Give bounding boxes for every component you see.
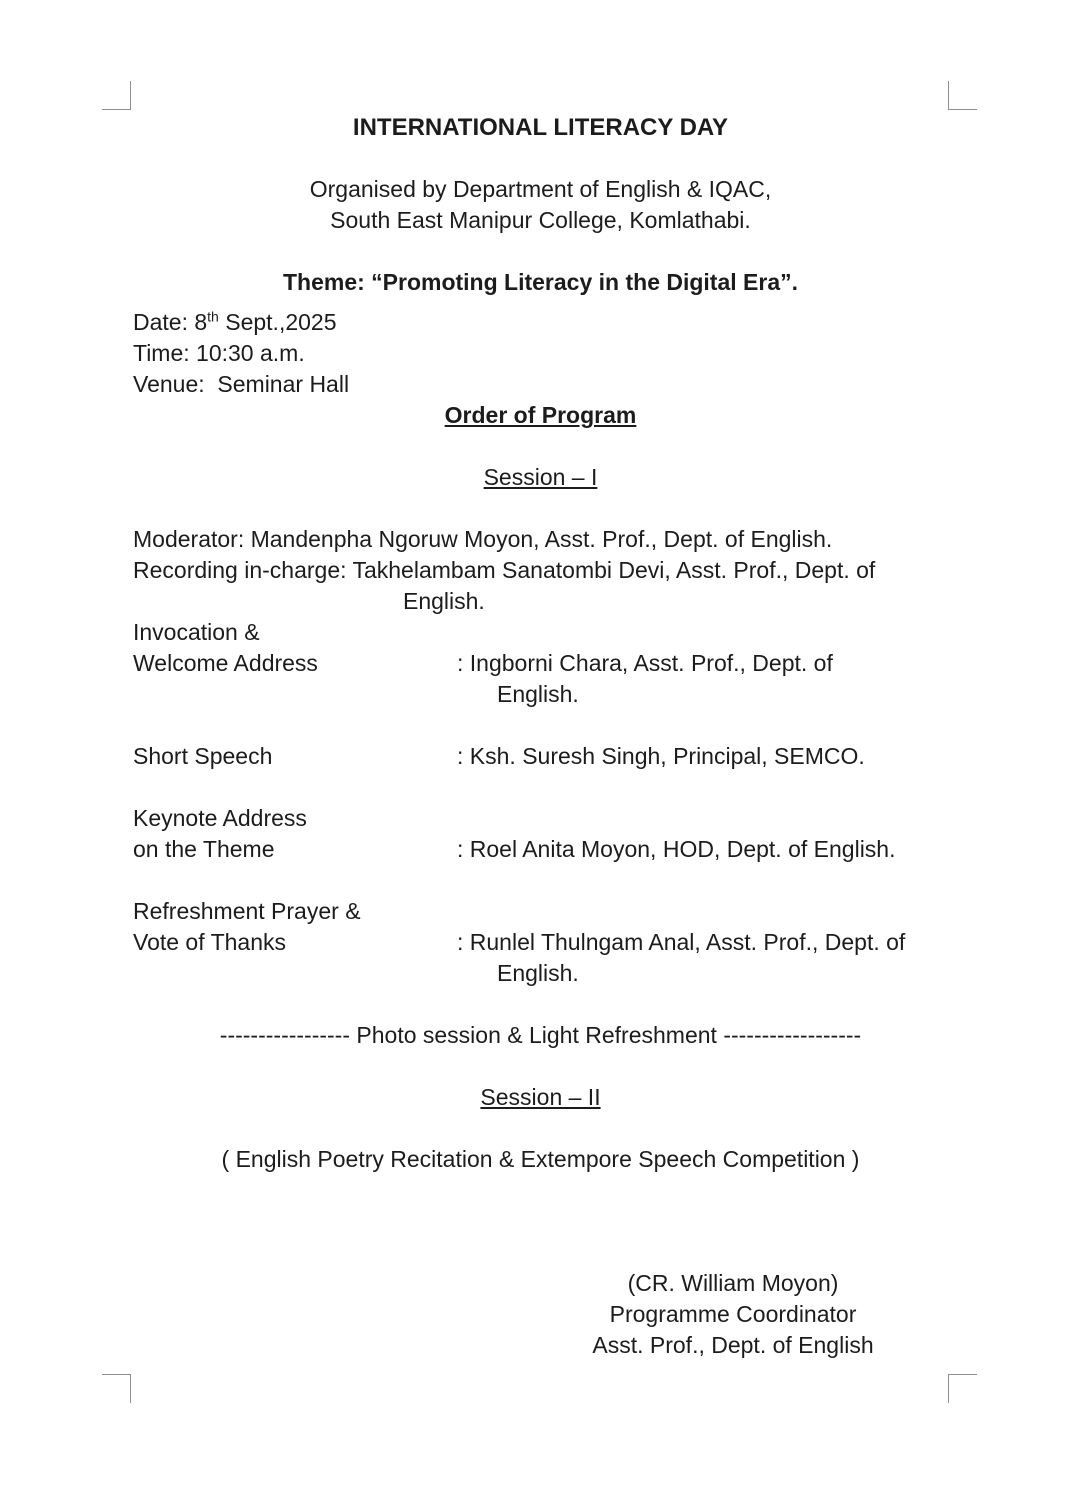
order-of-program-heading: Order of Program [444,402,637,428]
theme-line: Theme: “Promoting Literacy in the Digital Era”. [282,269,799,295]
moderator-line: Moderator: Mandenpha Ngoruw Moyon, Asst. Prof., Dept. of English. [133,526,833,552]
program-item-label: on the Theme [133,836,275,862]
program-item-label: Welcome Address [133,650,318,676]
program-item-label: Vote of Thanks [133,929,287,955]
program-item-short-speech [133,741,948,772]
program-item-value: : Ingborni Chara, Asst. Prof., Dept. of [457,650,833,676]
program-item-vote-of-thanks [133,896,948,989]
session-2-heading: Session – II [480,1084,601,1110]
date-line [133,307,948,338]
program-item-value-wrap: English. [497,960,579,986]
corner-mark-top-left [102,81,131,110]
program-item-label: Short Speech [133,743,273,769]
date-superscript: th [207,308,219,325]
page-title: INTERNATIONAL LITERACY DAY [352,114,729,141]
corner-mark-bottom-left [102,1374,131,1403]
program-item-label-spacer [133,958,457,989]
venue-line: Venue: Seminar Hall [133,371,350,397]
corner-mark-top-right [948,81,977,110]
organiser-line-2: South East Manipur College, Komlathabi. [330,207,751,233]
corner-mark-bottom-right [948,1374,977,1403]
document-content [133,112,948,1361]
recording-incharge-wrap-line: English. [403,588,485,614]
date-text: Date: 8 [133,309,208,335]
time-line: Time: 10:30 a.m. [133,340,305,366]
program-item-value: : Roel Anita Moyon, HOD, Dept. of English. [457,836,896,862]
session-1-heading: Session – I [483,464,598,490]
signature-block [578,1268,888,1361]
event-details-block [133,307,948,400]
date-rest-text: Sept.,2025 [218,309,337,335]
session-2-subtitle: ( English Poetry Recitation & Extempore Speech Competition ) [221,1146,860,1172]
program-item-keynote [133,803,948,865]
signature-name: (CR. William Moyon) [627,1270,839,1296]
interlude-line: ----------------- Photo session & Light Refreshment ------------------ [219,1022,862,1048]
program-item-invocation [133,617,948,710]
program-item-label: Invocation & [133,619,260,645]
signature-role: Programme Coordinator [609,1301,857,1327]
program-item-value: : Runlel Thulngam Anal, Asst. Prof., Dept. of [457,929,906,955]
program-item-value: : Ksh. Suresh Singh, Principal, SEMCO. [457,743,865,769]
program-item-label: Keynote Address [133,805,307,831]
recording-incharge-line: Recording in-charge: Takhelambam Sanatombi Devi, Asst. Prof., Dept. of [133,557,876,583]
program-item-value-wrap: English. [497,681,579,707]
signature-dept: Asst. Prof., Dept. of English [592,1332,874,1358]
program-item-label-spacer [133,679,457,710]
session-1-officials-block [133,524,948,617]
program-item-label: Refreshment Prayer & [133,898,361,924]
organiser-line-1: Organised by Department of English & IQAC, [309,176,772,202]
